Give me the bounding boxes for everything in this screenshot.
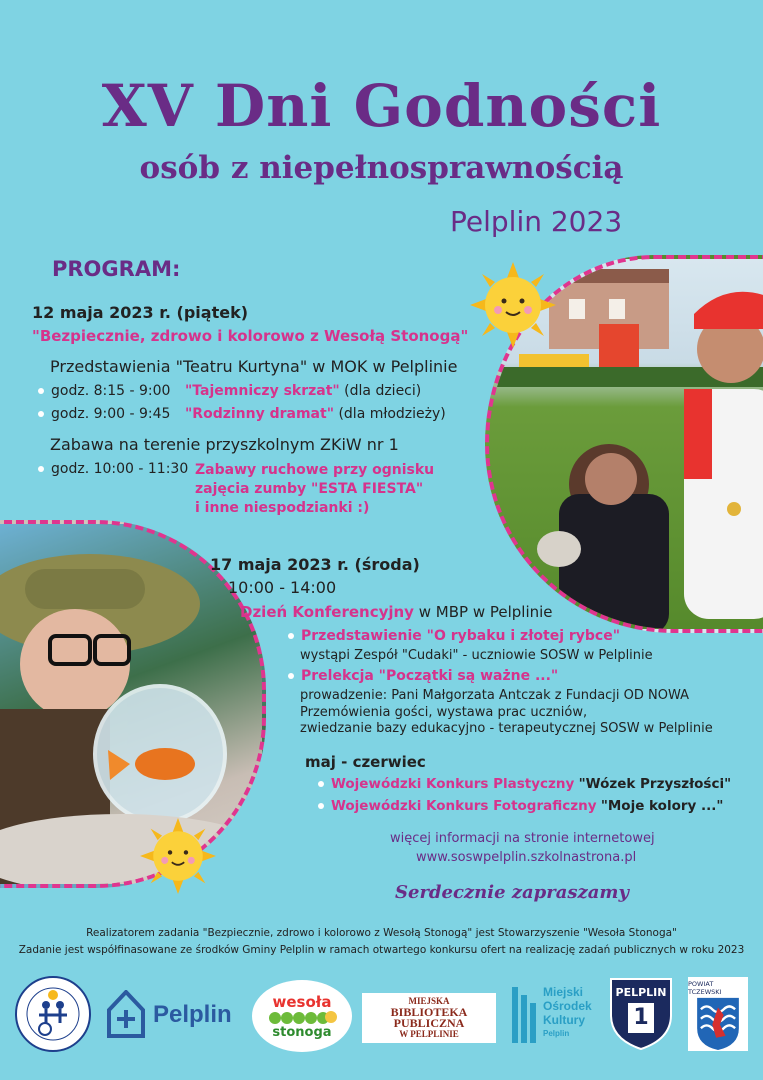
day1-date: 12 maja 2023 r. (piątek) <box>32 303 249 322</box>
footer-line-2: Zadanie jest współfinasowane ze środków Gminy Pelplin w ramach otwartego konkursu ofert na realizację zadań publicznych w roku 2023 <box>18 944 745 956</box>
logo-biblioteka: MIEJSKA BIBLIOTEKA PUBLICZNA W PELPLINIE <box>362 993 496 1043</box>
logo-powiat-tczewski: POWIAT TCZEWSKI <box>688 977 748 1051</box>
contest-period: maj - czerwiec <box>305 753 426 771</box>
day1-section1-title: Przedstawienia "Teatru Kurtyna" w MOK w Pelplinie <box>50 357 458 376</box>
day2-item-2-details: prowadzenie: Pani Małgorzata Antczak z Fundacji OD NOWA Przemówienia gości, wystawa prac uczniów, zwiedzanie bazy edukacyjno - terapeutycznej SOSW w Pelplinie <box>300 688 713 736</box>
day1-item-3: godz. 10:00 - 11:30 <box>38 461 188 477</box>
bullet-icon <box>318 781 324 787</box>
footer-line-1: Realizatorem zadania "Bezpiecznie, zdrowo i kolorowo z Wesołą Stonogą" jest Stowarzyszenie "Wesoła Stonoga" <box>86 927 677 939</box>
logo-wesola-stonoga: wesoła stonoga <box>252 980 352 1052</box>
invitation-text: Serdecznie zapraszamy <box>395 882 629 903</box>
contest-item-2: Wojewódzki Konkurs Fotograficzny "Moje kolory ..." <box>318 798 723 814</box>
day2-item-2: Prelekcja "Początki są ważne ..." <box>288 668 558 684</box>
mok-bars-icon <box>510 985 538 1045</box>
program-heading: PROGRAM: <box>52 257 181 281</box>
bullet-icon <box>288 633 294 639</box>
poster-title: XV Dni Godności <box>101 72 662 140</box>
day1-item-2-event: "Rodzinny dramat" (dla młodzieży) <box>185 406 446 422</box>
day1-item-2: godz. 9:00 - 9:45 <box>38 406 170 422</box>
day1-motto: "Bezpiecznie, zdrowo i kolorowo z Wesołą Stonogą" <box>32 327 469 345</box>
photo-goldfish-boy <box>0 520 266 888</box>
contest-item-1: Wojewódzki Konkurs Plastyczny "Wózek Przyszłości" <box>318 776 731 792</box>
bullet-icon <box>288 673 294 679</box>
day1-section2-title: Zabawa na terenie przyszkolnym ZKiW nr 1 <box>50 435 399 454</box>
poster-subtitle: osób z niepełnosprawnością <box>139 150 624 186</box>
day2-item-1-detail: wystąpi Zespół "Cudaki" - uczniowie SOSW w Pelplinie <box>300 648 653 663</box>
bullet-icon <box>38 411 44 417</box>
sun-decoration-bottom <box>140 818 216 898</box>
poster-city-year: Pelplin 2023 <box>450 205 623 238</box>
bullet-icon <box>318 803 324 809</box>
bullet-icon <box>38 466 44 472</box>
logo-zkiw: PELPLIN 1 <box>608 975 674 1051</box>
day2-date: 17 maja 2023 r. (środa) <box>210 555 420 574</box>
pelplin-cross-icon <box>105 990 147 1040</box>
day1-item-1-event: "Tajemniczy skrzat" (dla dzieci) <box>185 383 422 399</box>
coat-of-arms-icon <box>694 996 742 1051</box>
bullet-icon <box>38 388 44 394</box>
logo-sosw <box>14 975 92 1053</box>
day1-item-3-events: Zabawy ruchowe przy ognisku zajęcia zumby "ESTA FIESTA" i inne niespodzianki :) <box>195 462 435 516</box>
info-line: więcej informacji na stronie internetowej <box>390 831 655 846</box>
logo-pelplin: Pelplin <box>105 990 232 1040</box>
day2-conference: Dzień Konferencyjny w MBP w Pelplinie <box>240 603 553 621</box>
website-link[interactable]: www.soswpelplin.szkolnastrona.pl <box>416 850 637 865</box>
sun-decoration-top <box>470 262 556 352</box>
logo-mok: Miejski Ośrodek Kultury Pelplin <box>510 985 592 1051</box>
caterpillar-icon <box>267 1011 337 1025</box>
day1-item-1: godz. 8:15 - 9:00 <box>38 383 170 399</box>
day2-item-1: Przedstawienie "O rybaku i złotej rybce" <box>288 628 620 644</box>
sponsor-logos <box>0 975 763 1055</box>
day2-hours: 10:00 - 14:00 <box>228 578 337 597</box>
